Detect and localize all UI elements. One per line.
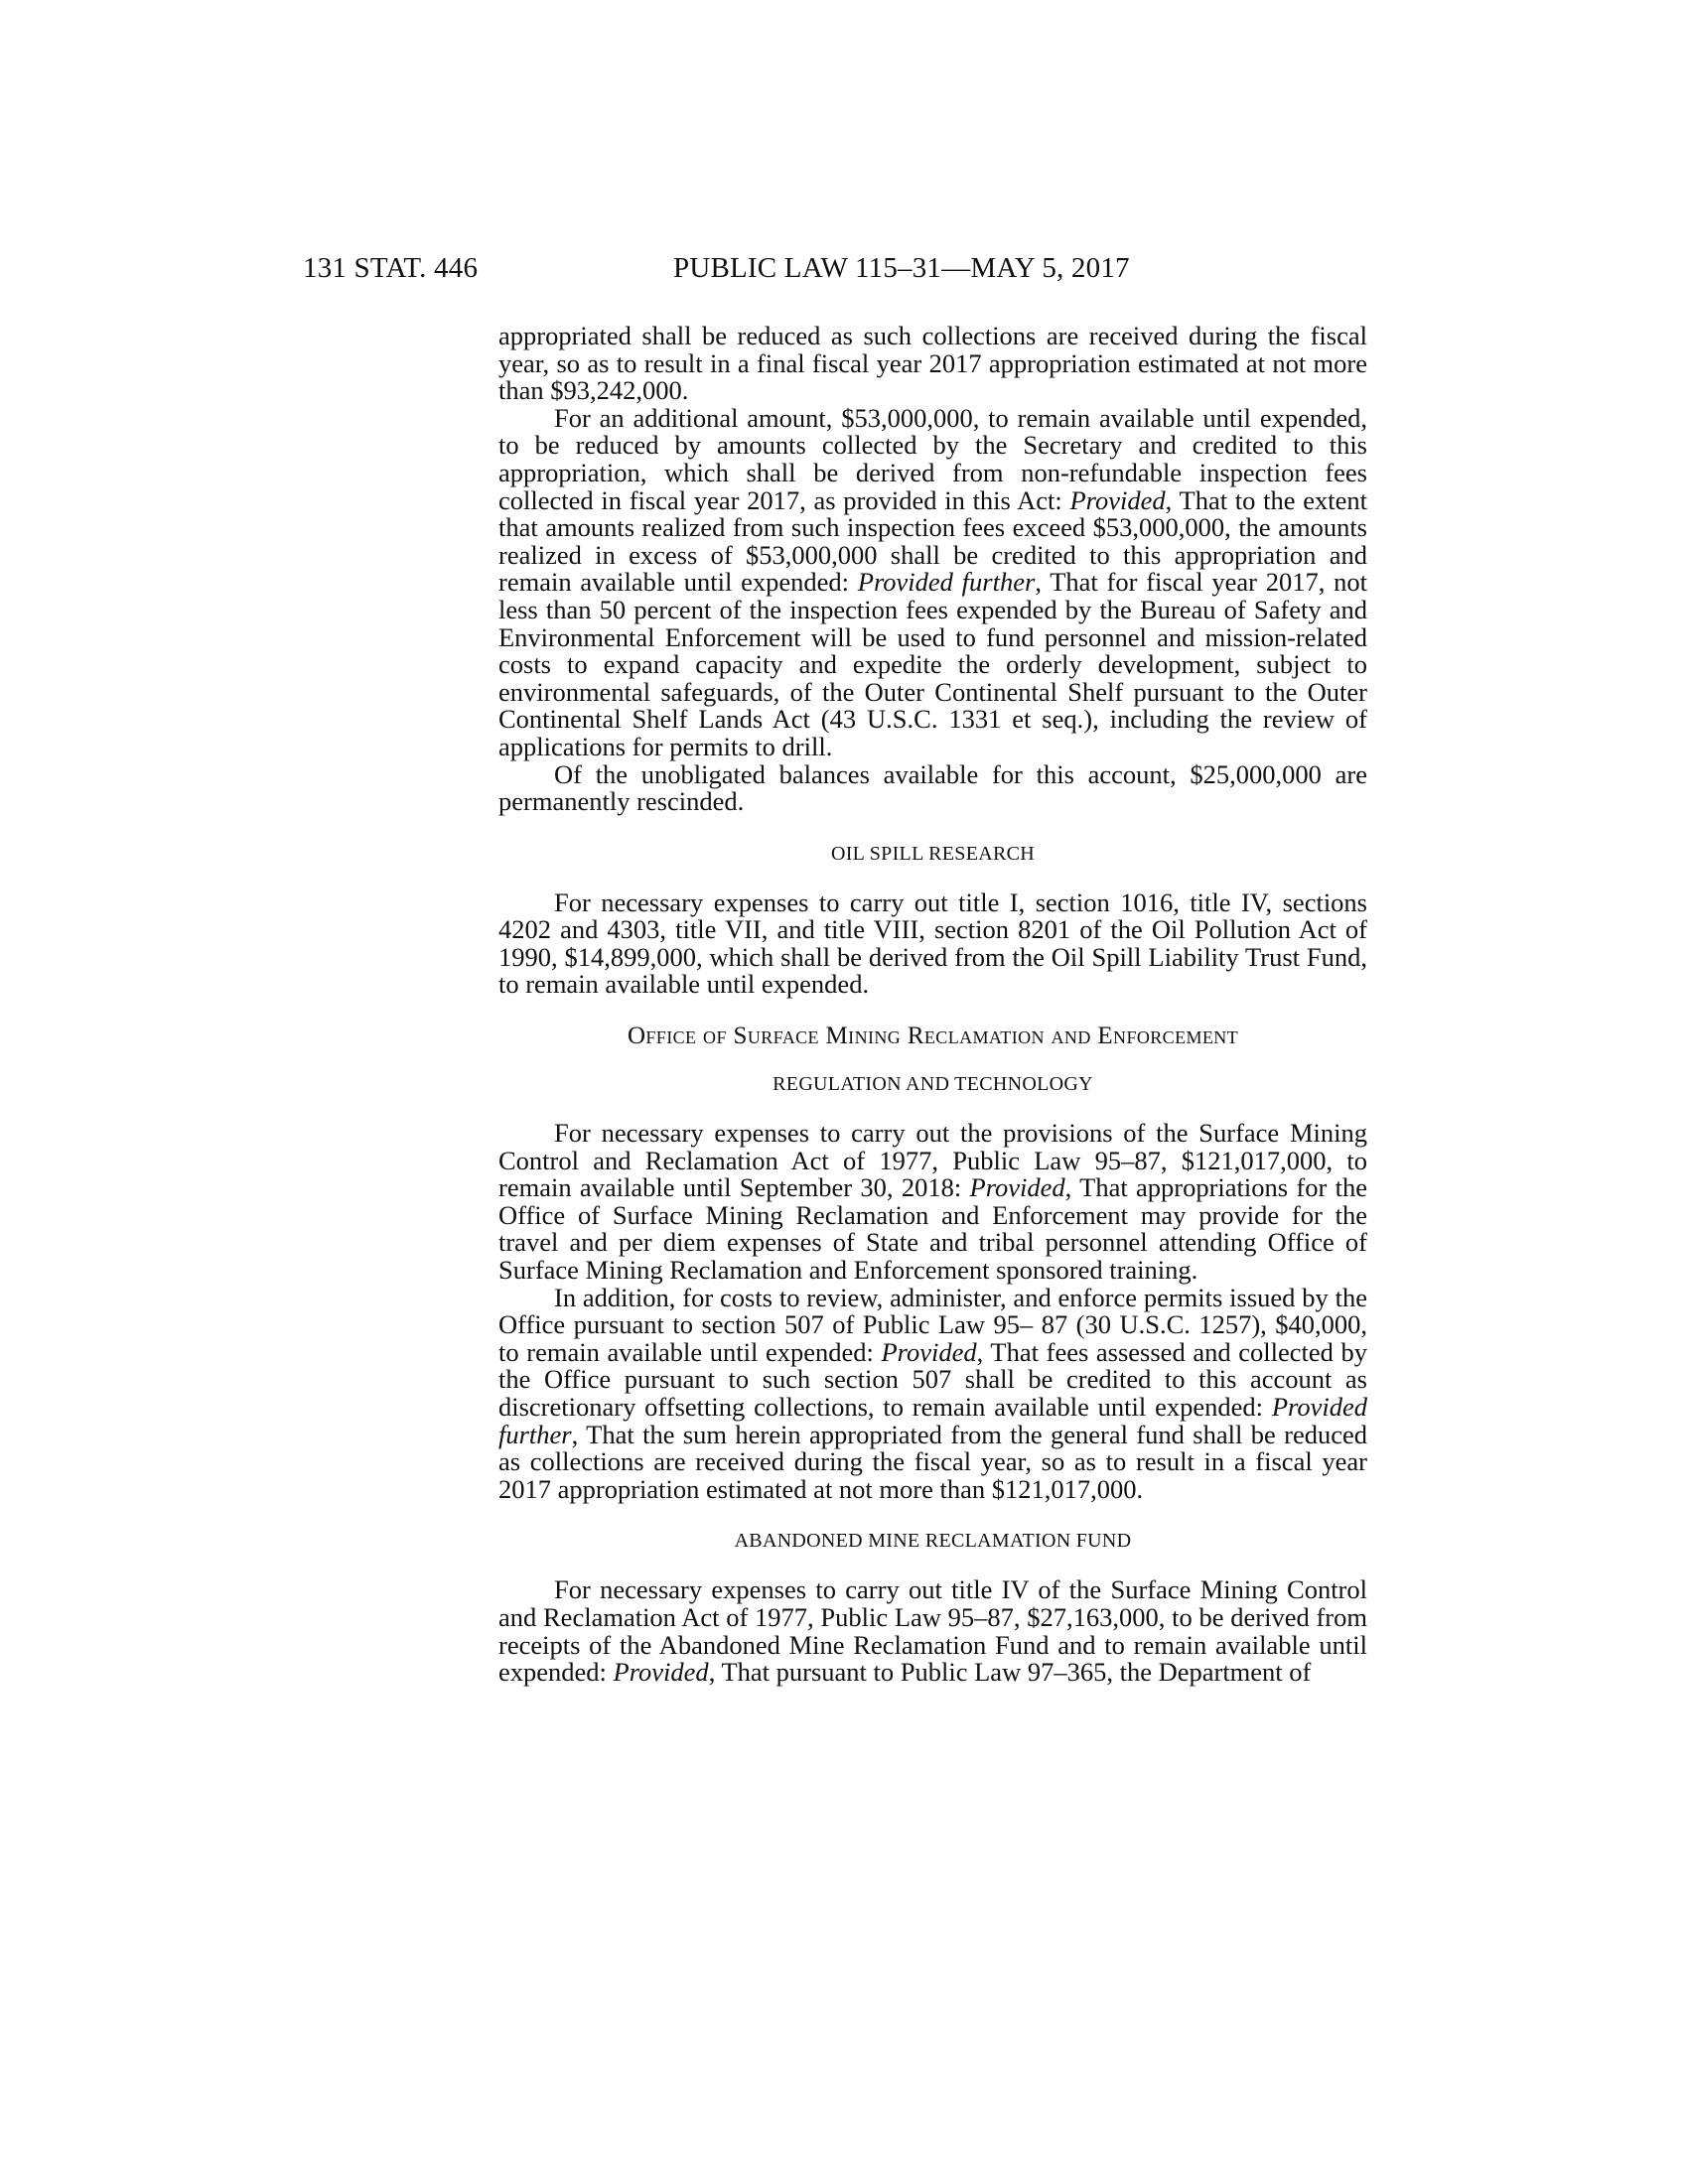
proviso-italic: Provided bbox=[613, 1657, 709, 1688]
paragraph-text: appropriated shall be reduced as such collections are received during the fiscal year, so as to result in a final fiscal year 2017 appropriation estimated at not more than $93,242,000. bbox=[498, 321, 1367, 406]
paragraph-text: Of the unobligated balances available for this account, $25,000,000 are permanently rescinded. bbox=[498, 758, 1367, 817]
rescission-paragraph bbox=[498, 758, 1367, 817]
permit-fees-paragraph bbox=[498, 1282, 1367, 1504]
continued-paragraph bbox=[498, 323, 1367, 405]
paragraph-text: , That pursuant to Public Law 97–365, the Department of bbox=[708, 1657, 1312, 1688]
paragraph-text: , That fees assessed and collected by the Office pursuant to such section 507 shall be credited to this account as discretionary offsetting collections, to remain available until expended: bbox=[498, 1336, 1367, 1422]
public-law-title: PUBLIC LAW 115–31—MAY 5, 2017 bbox=[673, 252, 1130, 284]
section-heading-regulation-technology: REGULATION AND TECHNOLOGY bbox=[773, 1073, 1093, 1096]
paragraph-text: , That appropriations for the Office of Surface Mining Reclamation and Enforcement may provide for the travel and per diem expenses of State and tribal personnel attending Office of Surface Mining Reclamation and Enforcement sponsored training. bbox=[498, 1172, 1367, 1286]
regulation-paragraph bbox=[498, 1120, 1367, 1285]
proviso-italic: Provided further bbox=[498, 1392, 1367, 1449]
paragraph-text: For necessary expenses to carry out title IV of the Surface Mining Control and Reclamation Act of 1977, Public Law 95–87, $27,163,000, to be derived from receipts of the Abandoned Mine Reclamation Fund and to remain available until expended: bbox=[498, 1574, 1367, 1688]
paragraph-text: , That the sum herein appropriated from the general fund shall be reduced as collections are received during the fiscal year, so as to result in a fiscal year 2017 appropriation estimated at not more than $121,017,000. bbox=[498, 1419, 1367, 1504]
paragraph-text: For an additional amount, $53,000,000, to remain available until expended, to be reduced by amounts collected by the Secretary and credited to this appropriation, which shall be derived from non-refundable inspection fees collected in fiscal year 2017, as provided in this Act: bbox=[498, 402, 1367, 515]
proviso-italic: Provided bbox=[1069, 484, 1166, 515]
additional-amount-paragraph bbox=[498, 402, 1367, 761]
abandoned-mine-paragraph bbox=[498, 1576, 1367, 1686]
oil-spill-paragraph bbox=[498, 889, 1367, 999]
paragraph-text: In addition, for costs to review, administer, and enforce permits issued by the Office pursuant to section 507 of Public Law 95– 87 (30 U.S.C. 1257), $40,000, to remain available until expended: bbox=[498, 1282, 1367, 1367]
section-heading-abandoned-mine-fund: ABANDONED MINE RECLAMATION FUND bbox=[734, 1530, 1132, 1553]
paragraph-text: , That for fiscal year 2017, not less than 50 percent of the inspection fees expended by the Bureau of Safety and Environmental Enforcement will be used to fund personnel and mission-related costs to expand capacity and expedite the orderly development, subject to environmental safeguards, of the Outer Continental Shelf pursuant to the Outer Continental Shelf Lands Act (43 U.S.C. 1331 et seq.), including the review of applications for permits to drill. bbox=[498, 567, 1367, 761]
section-heading-oil-spill-research: OIL SPILL RESEARCH bbox=[830, 842, 1036, 865]
statute-page-reference: 131 STAT. 446 bbox=[303, 252, 479, 284]
body-text-column bbox=[498, 323, 1367, 1687]
paragraph-text: For necessary expenses to carry out the provisions of the Surface Mining Control and Reclamation Act of 1977, Public Law 95–87, $121,017,000, to remain available until September 30, 2018: bbox=[498, 1118, 1367, 1203]
paragraph-text: , That to the extent that amounts realized from such inspection fees exceed $53,000,000, the amounts realized in excess of $53,000,000 shall be credited to this appropriation and remain available until expended: bbox=[498, 484, 1367, 598]
proviso-italic: Provided bbox=[881, 1336, 977, 1367]
agency-heading-osm: Office of Surface Mining Reclamation and Enforcement bbox=[627, 1023, 1239, 1050]
paragraph-text: For necessary expenses to carry out title I, section 1016, title IV, sections 4202 and 4303, title VII, and title VIII, section 8201 of the Oil Pollution Act of 1990, $14,899,000, which shall be derived from the Oil Spill Liability Trust Fund, to remain available until expended. bbox=[498, 887, 1367, 1000]
proviso-italic: Provided further bbox=[857, 567, 1036, 598]
running-header bbox=[0, 252, 1688, 292]
proviso-italic: Provided bbox=[969, 1172, 1065, 1203]
